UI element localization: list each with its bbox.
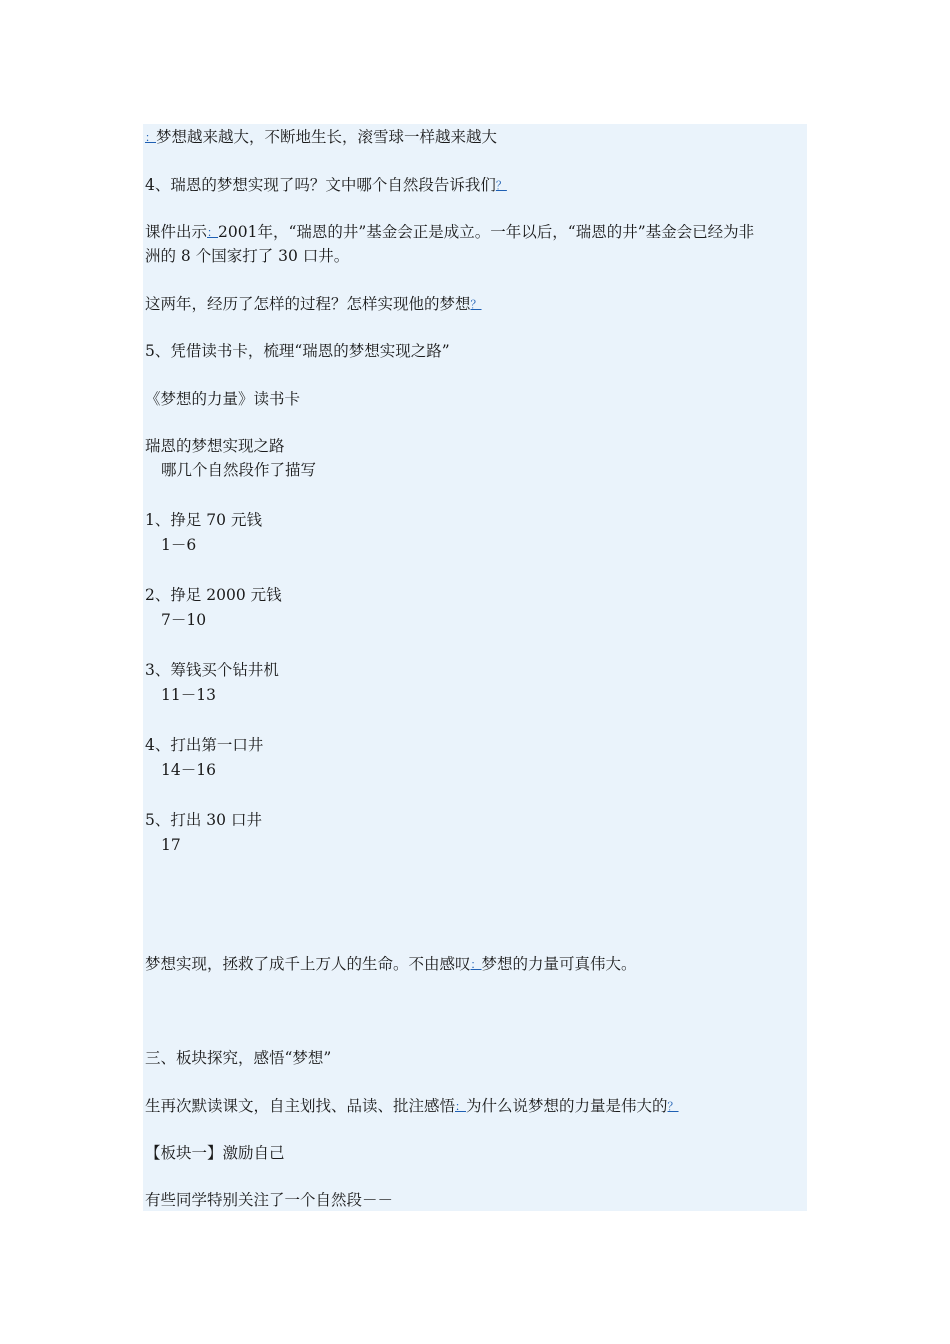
card-title: 《梦想的力量》读书卡 (145, 390, 301, 408)
inline-link[interactable]: ： (470, 958, 482, 971)
table-header: 瑞恩的梦想实现之路 (145, 437, 285, 455)
section-heading: 5、凭借读书卡，梳理“瑞恩的梦想实现之路” (145, 342, 450, 360)
table-cell: 17 (161, 836, 181, 854)
table-cell: 7－10 (161, 611, 207, 629)
table-row: 2、挣足 2000 元钱 (145, 586, 282, 604)
table-row: 1、挣足 70 元钱 (145, 511, 262, 529)
inline-link[interactable]: ？ (495, 179, 507, 192)
text-line: 生再次默读课文，自主划找、品读、批注感悟：为什么说梦想的力量是伟大的？ (145, 1097, 679, 1115)
inline-link[interactable]: ： (145, 131, 156, 144)
table-cell: 14－16 (161, 761, 216, 779)
table-cell: 1－6 (161, 536, 197, 554)
table-row: 3、筹钱买个钻井机 (145, 661, 279, 679)
text-line: 这两年，经历了怎样的过程？怎样实现他的梦想？ (145, 295, 482, 313)
text-line: 4、瑞恩的梦想实现了吗？文中哪个自然段告诉我们？ (145, 176, 507, 194)
table-row: 4、打出第一口井 (145, 736, 264, 754)
inline-link[interactable]: ？ (667, 1100, 679, 1113)
text-line: 课件出示：2001年，“瑞恩的井”基金会正是成立。一年以后，“瑞恩的井”基金会已经为非 (145, 223, 755, 241)
text-line: 有些同学特别关注了一个自然段－－ (145, 1191, 394, 1209)
subsection-heading: 【板块一】激励自己 (145, 1144, 285, 1162)
text-line: 洲的 8 个国家打了 30 口井。 (145, 247, 350, 265)
table-header: 哪几个自然段作了描写 (161, 461, 317, 479)
section-heading: 三、板块探究，感悟“梦想” (145, 1049, 332, 1067)
table-row: 5、打出 30 口井 (145, 811, 262, 829)
inline-link[interactable]: ： (207, 226, 219, 239)
inline-link[interactable]: ？ (470, 298, 482, 311)
inline-link[interactable]: ： (455, 1100, 467, 1113)
text-line: 梦想实现，拯救了成千上万人的生命。不由感叹：梦想的力量可真伟大。 (145, 955, 637, 973)
table-cell: 11－13 (161, 686, 216, 704)
text-line: ：梦想越来越大，不断地生长，滚雪球一样越来越大 (145, 128, 498, 146)
